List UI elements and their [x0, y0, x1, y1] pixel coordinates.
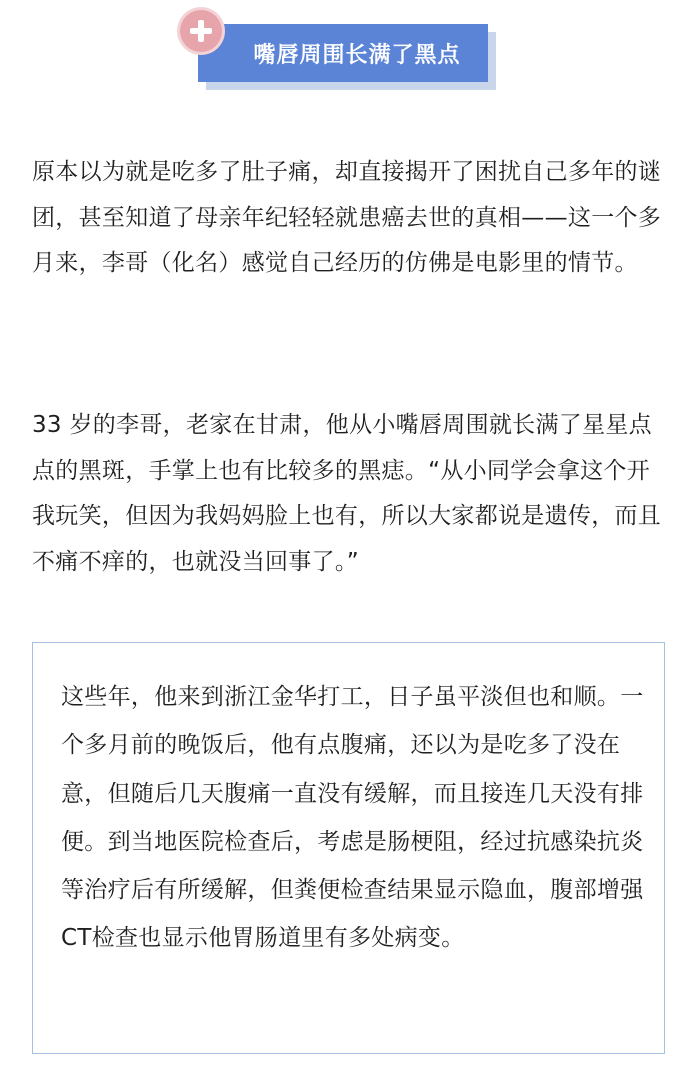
quote-text: 这些年，他来到浙江金华打工，日子虽平淡但也和顺。一个多月前的晚饭后，他有点腹痛，还以为是吃多了没在意，但随后几天腹痛一直没有缓解，而且接连几天没有排便。到当地医院检查后，考虑是肠梗阻，经过抗感染抗炎等治疗后有所缓解，但粪便检查结果显示隐血，腹部增强CT检查也显示他胃肠道里有多处病变。 [61, 684, 644, 952]
paragraph-intro: 原本以为就是吃多了肚子痛，却直接揭开了困扰自己多年的谜团，甚至知道了母亲年纪轻轻就患癌去世的真相——这一个多月来，李哥（化名）感觉自己经历的仿佛是电影里的情节。 [32, 159, 662, 277]
section-header [180, 10, 520, 100]
section-title: 嘴唇周围长满了黑点 [253, 42, 461, 68]
title-banner [198, 24, 488, 82]
medical-cross-icon [180, 10, 222, 52]
paragraph-background: 33 岁的李哥，老家在甘肃，他从小嘴唇周围就长满了星星点点的黑斑，手掌上也有比较多的黑痣。“从小同学会拿这个开我玩笑，但因为我妈妈脸上也有，所以大家都说是遗传，而且不痛不痒的，也就没当回事了。” [32, 412, 662, 575]
quote-box [32, 642, 665, 1054]
